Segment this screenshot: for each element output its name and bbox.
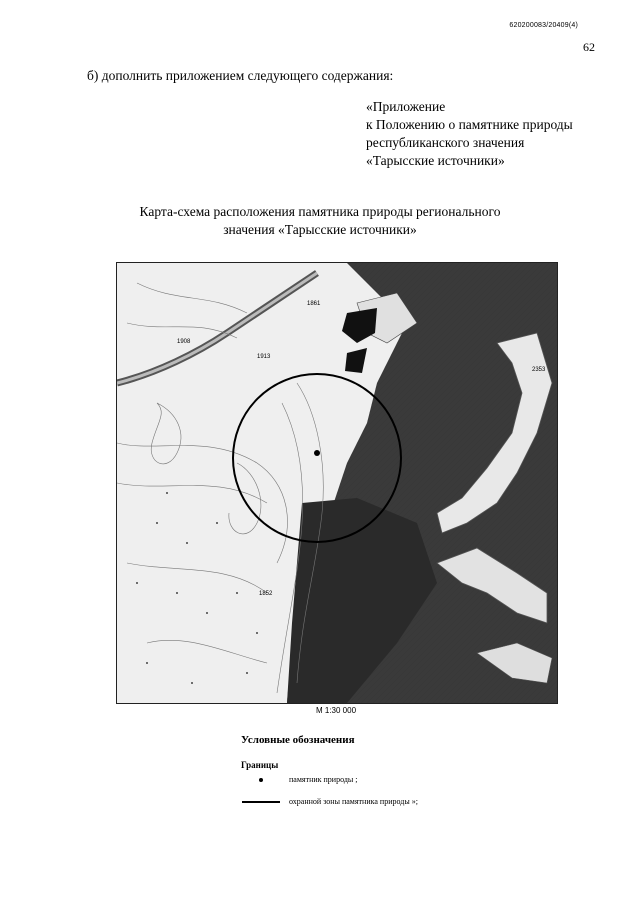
document-code: 620200083/20409(4): [509, 22, 578, 29]
appendix-heading: [366, 98, 573, 170]
page-number: 62: [583, 40, 595, 54]
map-title-line-2: значения «Тарысские источники»: [223, 222, 417, 237]
map-image: [117, 263, 557, 703]
elevation-label-1852: 1852: [259, 591, 273, 597]
elevation-label-1861: 1861: [307, 301, 321, 307]
legend-item-protection-zone: [241, 797, 418, 806]
appendix-line-4: «Тарысские источники»: [366, 153, 505, 168]
point-symbol-icon: [259, 778, 263, 782]
appendix-line-2: к Положению о памятнике природы: [366, 117, 573, 132]
legend-item-label: памятник природы ;: [289, 775, 358, 784]
legend-item-label: охранной зоны памятника природы »;: [289, 797, 418, 806]
elevation-label-1913: 1913: [257, 354, 271, 360]
appendix-line-1: «Приложение: [366, 99, 446, 114]
intro-paragraph: б) дополнить приложением следующего содержания:: [87, 68, 394, 83]
map-title: [0, 203, 640, 239]
legend-item-monument: [241, 775, 358, 784]
elevation-label-1908: 1908: [177, 339, 191, 345]
line-symbol-icon: [242, 801, 280, 803]
map-title-line-1: Карта-схема расположения памятника природы регионального: [139, 204, 501, 219]
map-scale: М 1:30 000: [316, 706, 357, 715]
legend-subtitle: Границы: [241, 760, 279, 770]
legend-title: Условные обозначения: [241, 734, 355, 746]
monument-point: [314, 450, 320, 456]
appendix-line-3: республиканского значения: [366, 135, 525, 150]
elevation-label-2353: 2353: [532, 367, 546, 373]
map-scheme: [116, 262, 558, 704]
